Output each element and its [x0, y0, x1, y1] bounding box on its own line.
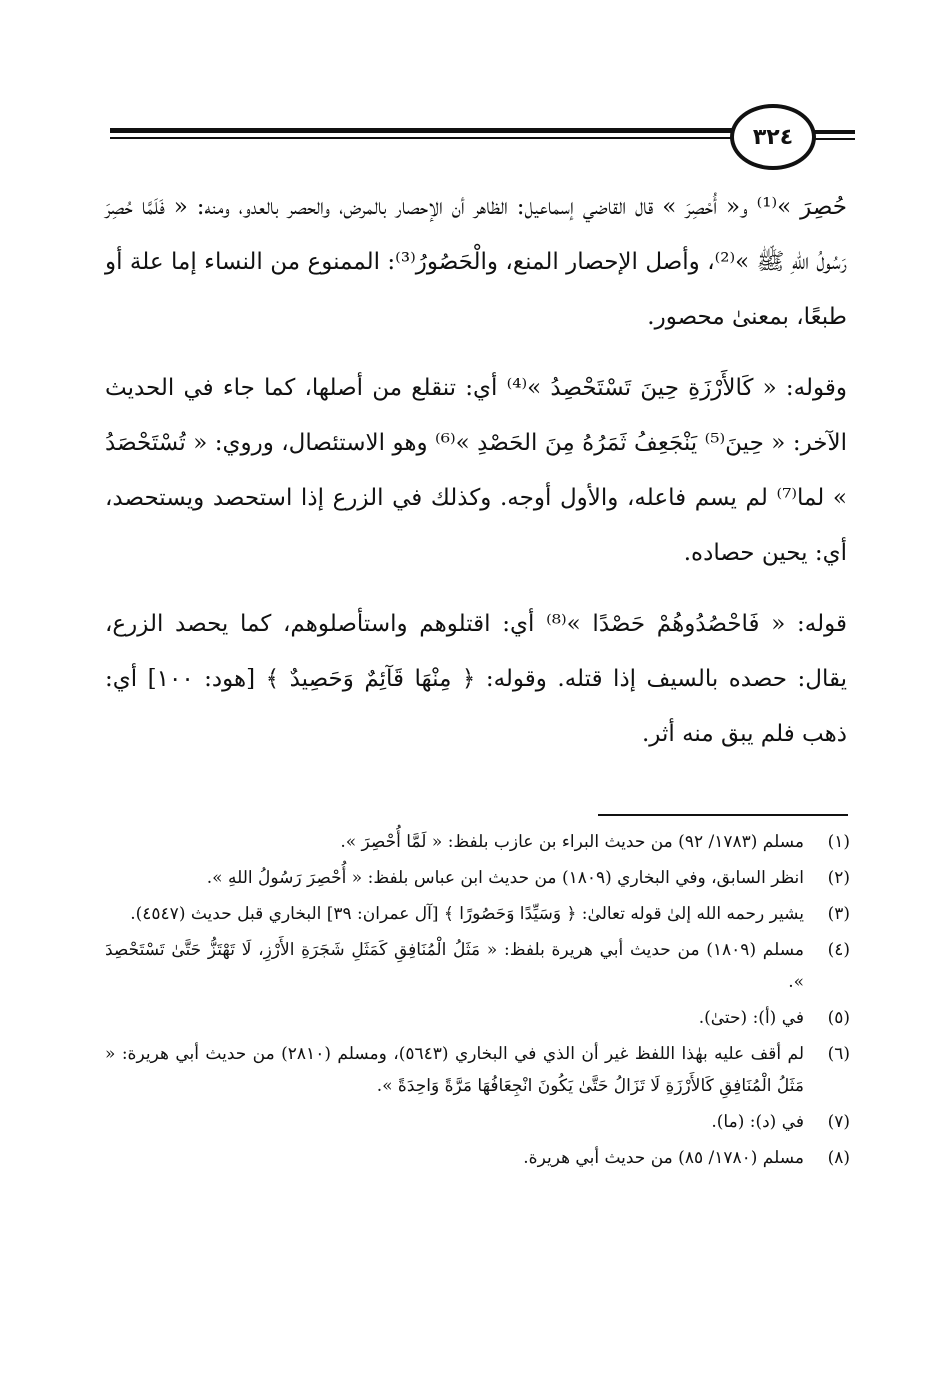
footnote — [105, 862, 850, 894]
footnote-separator — [598, 814, 848, 816]
footnote-number: (١) — [827, 832, 850, 852]
footnote-text: انظر السابق، وفي البخاري (١٨٠٩) من حديث ابن عباس بلفظ: « أُحْصِرَ رَسُولُ اللهِ ». — [206, 868, 804, 888]
footnote-number: (٦) — [827, 1044, 850, 1064]
paragraph-2: وقوله: « كَالأَرْزَةِ حِينَ تَسْتَحْصِدُ »⁽⁴⁾ أي: تنقلع من أصلها، كما جاء في الحديث الآخر: « حِينَ⁽⁵⁾ يَنْجَعِفُ ثَمَرُهُ مِنَ الحَصْدِ »⁽⁶⁾ وهو الاستئصال، وروي: « تُسْتَحْصَدُ » لما⁽⁷⁾ لم يسم فاعله، والأول أوجه. وكذلك في الزرع إذا استحصد ويستحصد، أي: يحين حصاده. — [105, 375, 847, 566]
footnote-text: مسلم (١٨٠٩) من حديث أبي هريرة بلفظ: « مَثَلُ الْمُنَافِقِ كَمَثَلِ شَجَرَةِ الأَرْزِ، لَا تَهْتَزُّ حَتَّىٰ تَسْتَحْصِدَ ». — [105, 940, 804, 992]
footnote-number: (٣) — [827, 904, 850, 924]
header-rule-thin — [110, 137, 745, 139]
footnote-text: مسلم (١٧٨٣/ ٩٢) من حديث البراء بن عازب بلفظ: « لَمَّا أُحْصِرَ ». — [340, 832, 804, 852]
footnotes — [105, 826, 850, 1178]
footnote — [105, 1002, 850, 1034]
header-rule-right — [815, 130, 855, 134]
main-text — [105, 180, 847, 778]
footnote — [105, 898, 850, 930]
page-header — [110, 104, 855, 168]
footnote-text: يشير رحمه الله إلىٰ قوله تعالىٰ: ﴿ وَسَيِّدًا وَحَصُورًا ﴾ [آل عمران: ٣٩] البخاري قبل حديث (٤٥٤٧). — [130, 904, 804, 924]
header-rule-right-thin — [815, 138, 855, 140]
footnote-number: (٥) — [827, 1008, 850, 1028]
header-rule — [110, 128, 745, 133]
footnote-text: في (د): (ما). — [711, 1112, 804, 1132]
footnote-text: في (أ): (حتىٰ). — [698, 1008, 804, 1028]
paragraph-3: قوله: « فَاحْصُدُوهُمْ حَصْدًا »⁽⁸⁾ أي: اقتلوهم واستأصلوهم، كما يحصد الزرع، يقال: حصده بالسيف إذا قتله. وقوله: ﴿ مِنْهَا قَآئِمٌ وَحَصِيدٌ ﴾ [هود: ١٠٠] أي: ذهب فلم يبق منه أثر. — [105, 611, 847, 747]
footnote — [105, 1038, 850, 1102]
footnote — [105, 934, 850, 998]
footnote-number: (٢) — [827, 868, 850, 888]
footnote — [105, 826, 850, 858]
footnote — [105, 1106, 850, 1138]
footnote — [105, 1142, 850, 1174]
footnote-number: (٤) — [827, 940, 850, 960]
footnote-number: (٨) — [827, 1148, 850, 1168]
footnote-number: (٧) — [827, 1112, 850, 1132]
footnote-text: لم أقف عليه بهٰذا اللفظ غير أن الذي في البخاري (٥٦٤٣)، ومسلم (٢٨١٠) من حديث أبي هريرة: « مَثَلُ الْمُنَافِقِ كَالأَرْزَةِ لَا تَزَالُ حَتَّىٰ يَكُونَ انْجِعَافُهَا مَرَّةً وَاحِدَةً ». — [105, 1044, 804, 1096]
paragraph-1: حُصِرَ »⁽¹⁾ و« أُحْصِرَ » قال القاضي إسماعيل: الظاهر أن الإحصار بالمرض، والحصر بالعدو، ومنه: « فَلَمَّا حُصِرَ رَسُولُ اللهِ ﷺ »⁽²⁾، وأصل الإحصار المنع، والْحَصُورُ⁽³⁾: الممنوع من النساء إما علة أو طبعًا، بمعنىٰ محصور. — [105, 194, 847, 330]
page-number: ٣٢٤ — [730, 104, 816, 170]
footnote-text: مسلم (١٧٨٠/ ٨٥) من حديث أبي هريرة. — [523, 1148, 804, 1168]
